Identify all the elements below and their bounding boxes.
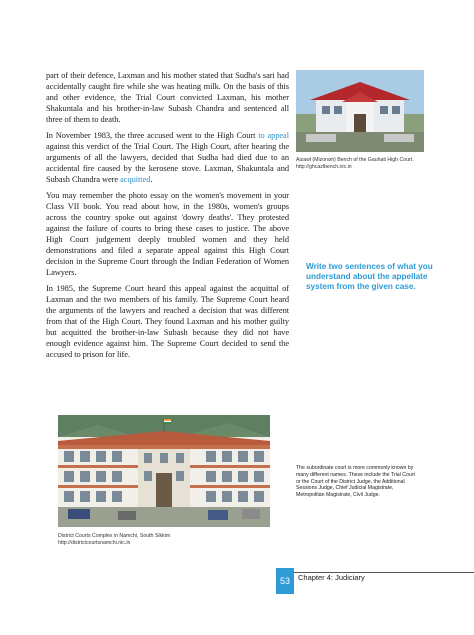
side-note: The subordinate court is more commonly known by many different names. These include the Trial Court or the Court of the District Judge, the Additional Sessions Judge, Chief Judicial Magistrate, Metropolitan Magistrate, Civil Judge. <box>296 465 415 499</box>
paragraph-2-text-b: against this verdict of the Trial Court. The High Court, after hearing the arguments of all the lawyers, decided that Sudha had died due to an accidental fire caused by the kerosene stove. Laxman, Shakuntala and Subash Chandra were <box>46 142 289 184</box>
glossary-link-appeal[interactable]: to appeal <box>258 131 289 140</box>
aizawl-photo-caption: Aizawl (Mizoram) Bench of the Gauhati High Court. http://ghcazlbench.nic.in <box>296 157 414 170</box>
chapter-title: Chapter 4: Judiciary <box>298 573 365 582</box>
namchi-courts-photo <box>58 415 270 527</box>
main-text-column <box>46 70 289 365</box>
paragraph-4: In 1985, the Supreme Court heard this appeal against the acquittal of Laxman and the two members of his family. The Supreme Court heard the arguments of the lawyers and reached a decision that was different from that of the High Court. They found Laxman and his mother guilty but acquitted the brother-in-law Subash because they did not have enough evidence against him. The Supreme Court decided to send the accused to prison for life. <box>46 284 289 359</box>
paragraph-1: part of their defence, Laxman and his mother stated that Sudha's sari had accidentally caught fire while she was heating milk. On the basis of this and other evidence, the Trial Court convicted Laxman, his mother Shakuntala and his brother-in-law Subash Chandra and sentenced all three of them to death. <box>46 71 289 124</box>
aizawl-court-photo <box>296 70 424 152</box>
namchi-photo-caption: District Courts Complex in Namchi, South Sikkim http://districtcourtsnamchi.nic.in <box>58 533 171 546</box>
paragraph-3: You may remember the photo essay on the women's movement in your Class VII book. You read about how, in the 1980s, women's groups across the country spoke out against 'dowry deaths'. They protested against the failure of courts to bring these cases to justice. The above High Court judgement deeply troubled women and they held demonstrations and filed a separate appeal against this High Court decision in the Supreme Court through the Indian Federation of Women Lawyers. <box>46 191 289 277</box>
glossary-link-acquitted[interactable]: acquitted <box>120 175 151 184</box>
question-prompt: Write two sentences of what you understand about the appellate system from the given case. <box>306 262 433 291</box>
paragraph-2 <box>46 130 289 185</box>
page-number: 53 <box>276 568 294 594</box>
paragraph-2-text-c: . <box>150 175 153 184</box>
paragraph-2-text-a: In November 1983, the three accused went to the High Court <box>46 131 259 140</box>
